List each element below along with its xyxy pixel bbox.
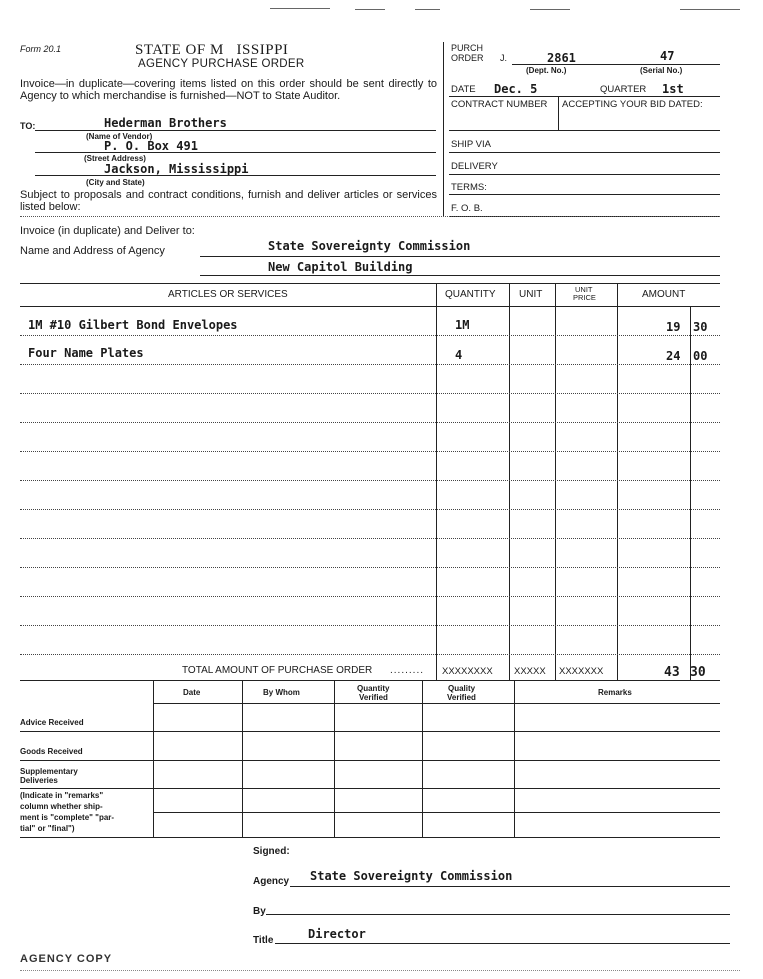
receipt-quality-header-1: Quality [448,684,476,693]
header-divider [443,42,444,216]
receipt-bywhom-header: By Whom [263,688,300,697]
col-divider-cents [690,306,691,680]
street-line [35,152,436,153]
row-line [20,538,720,539]
supplementary-label-2: Deliveries [20,776,58,785]
city-caption: (City and State) [86,178,145,187]
supplementary-note-3: ment is "complete" "par- [20,813,115,822]
unit-price-header-2: PRICE [573,293,596,302]
agency-address: New Capitol Building [268,260,413,274]
receipt-qty-header-1: Quantity [357,684,390,693]
terms-label: TERMS: [451,182,487,193]
title-label: Title [253,935,274,946]
receipt-qty-header-2: Verified [359,693,388,702]
row-line [20,654,720,655]
contract-number-label: CONTRACT NUMBER [451,99,548,110]
city-line [35,175,436,176]
receipt-row-line [20,788,720,789]
city-state: Jackson, Mississippi [104,162,249,176]
ship-via-line [449,152,720,153]
by-line [266,914,730,915]
agency-copy-label: AGENCY COPY [20,953,113,965]
agency-line-1 [200,256,720,257]
supplementary-note-1: (Indicate in "remarks" [20,791,104,800]
fob-label: F. O. B. [451,203,483,214]
scan-mark [530,9,570,10]
items-table-top [20,283,720,284]
contract-divider [558,96,559,130]
unit-header: UNIT [519,289,543,300]
total-row-bottom [20,680,720,681]
items-table-header-bottom [20,306,720,307]
contract-line [449,130,720,131]
dept-number: 2861 [547,51,576,65]
order-date: Dec. 5 [494,82,538,96]
agency-line-2 [200,275,720,276]
item-amount-cents: 30 [693,320,708,334]
scan-mark [270,8,330,9]
row-line [20,625,720,626]
quarter-label: QUARTER [600,84,647,95]
vendor-name: Hederman Brothers [104,116,227,130]
order-partial: J. [500,53,508,63]
accepting-bid-label: ACCEPTING YOUR BID DATED: [562,99,703,110]
row-line [20,451,720,452]
by-label: By [253,906,266,917]
row-line [20,393,720,394]
ship-via-label: SHIP VIA [451,139,491,150]
total-label-dots: ......... [390,665,425,676]
row-line [20,364,720,365]
receipt-row-line [20,731,720,732]
title-value: Director [308,927,366,941]
supplementary-note-4: tial" or "final") [20,824,75,833]
delivery-line [449,174,720,175]
amount-header: AMOUNT [642,289,686,300]
row-line [20,509,720,510]
vendor-caption: (Name of Vendor) [86,132,153,141]
agency-sign-line [290,886,730,887]
supplementary-label-1: Supplementary [20,767,78,776]
invoice-deliver-label: Invoice (in duplicate) and Deliver to: [20,225,195,237]
col-divider-amount [617,283,618,680]
row-line [20,422,720,423]
receipt-table-bottom [20,837,720,838]
title-line [275,943,730,944]
terms-line [449,194,720,195]
street-caption: (Street Address) [84,154,146,163]
total-unit-x: XXXXX [514,666,546,677]
scan-mark [355,9,385,10]
quantity-header: QUANTITY [445,289,496,300]
receipt-row-line [20,760,720,761]
delivery-label: DELIVERY [451,161,498,172]
serial-number: 47 [660,49,675,63]
total-dollars: 43 [664,665,680,680]
header-bottom-line [20,216,720,217]
receipt-quality-header-2: Verified [447,693,476,702]
agency-name-address-label: Name and Address of Agency [20,245,165,257]
form-number: Form 20.1 [20,44,62,54]
agency-name: State Sovereignty Commission [268,239,471,253]
subject-text: Subject to proposals and contract conditions, furnish and deliver articles or services listed below: [20,189,437,213]
receipt-date-header: Date [183,688,201,697]
date-label: DATE [451,84,476,95]
to-label: TO: [20,121,36,131]
row-line [20,480,720,481]
item-quantity: 1M [455,318,470,332]
date-line [449,96,720,97]
total-price-x: XXXXXXX [559,666,604,677]
form-title: STATE OF M ISSIPPI [135,42,289,58]
item-amount-dollars: 19 [666,320,681,334]
scan-mark [415,9,440,10]
scan-mark [680,9,740,10]
advice-received-label: Advice Received [20,718,84,727]
form-subtitle: AGENCY PURCHASE ORDER [138,58,305,70]
goods-received-label: Goods Received [20,747,83,756]
item-quantity: 4 [455,348,463,362]
street-address: P. O. Box 491 [104,139,198,153]
dept-caption: (Dept. No.) [526,66,567,75]
supplementary-note-2: column whether ship- [20,802,103,811]
order-line [512,64,720,65]
col-divider-unit [509,283,510,680]
unit-price-header-1: UNIT [575,285,593,294]
articles-header: ARTICLES OR SERVICES [168,289,288,300]
total-label: TOTAL AMOUNT OF PURCHASE ORDER [182,665,373,676]
row-line [20,567,720,568]
item-amount-cents: 00 [693,349,708,363]
row-line [20,596,720,597]
serial-caption: (Serial No.) [640,66,683,75]
item-article: Four Name Plates [28,346,144,360]
purch-label: PURCH [451,43,484,53]
row-line [20,335,720,336]
receipt-remarks-header: Remarks [598,688,632,697]
vendor-line [35,130,436,131]
col-divider-price [555,283,556,680]
item-amount-dollars: 24 [666,349,681,363]
agency-sign-value: State Sovereignty Commission [310,869,513,883]
item-article: 1M #10 Gilbert Bond Envelopes [28,318,238,332]
col-divider-qty [436,283,437,680]
receipt-header-line [153,703,720,704]
signed-label: Signed: [253,846,290,857]
order-label: ORDER [451,53,484,63]
footer-dots [20,970,740,971]
invoice-instructions: Invoice—in duplicate—covering items listed on this order should be sent directly to Agency to which merchandise is furnished—NOT to State Auditor. [20,78,437,102]
total-cents: 30 [690,665,706,680]
agency-sign-label: Agency [253,876,290,887]
receipt-row-line [153,812,720,813]
total-qty-x: XXXXXXXX [442,666,493,677]
quarter-value: 1st [662,82,684,96]
